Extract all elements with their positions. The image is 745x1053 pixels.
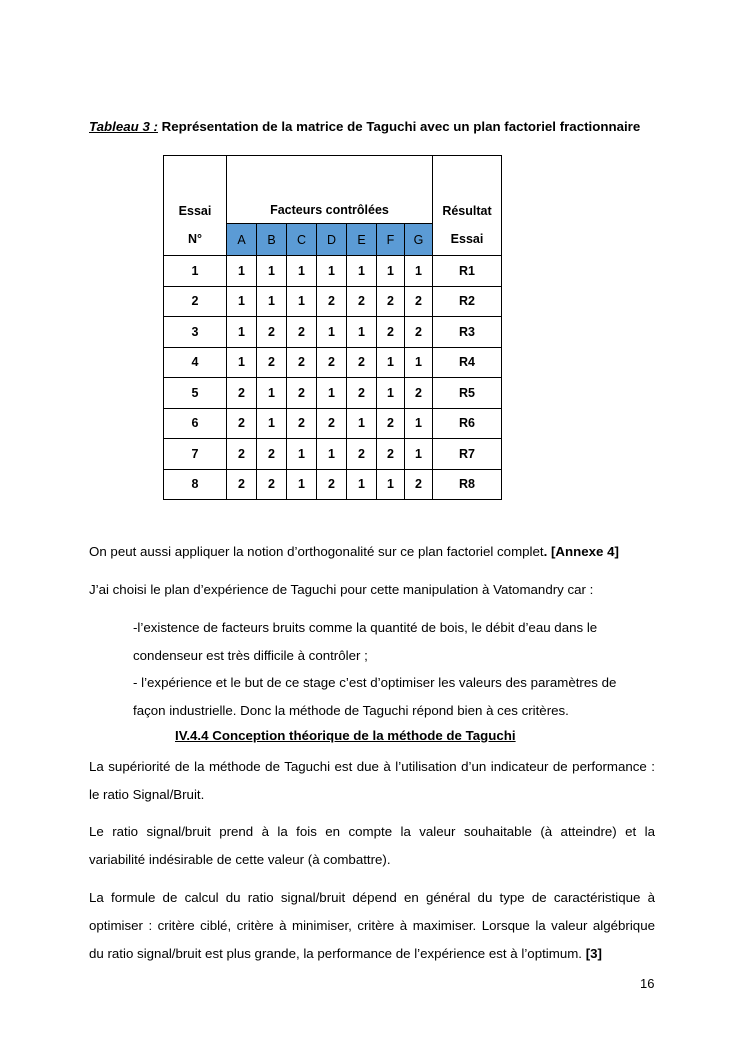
text-line: le ratio Signal/Bruit. (89, 787, 205, 802)
citation-reference: [3] (585, 946, 602, 961)
cell-value: 1 (257, 408, 287, 439)
row-result: R4 (433, 347, 502, 378)
cell-value: 1 (317, 439, 347, 470)
row-result: R8 (433, 469, 502, 500)
cell-value: 2 (317, 347, 347, 378)
paragraph-choice: J’ai choisi le plan d’expérience de Taguchi pour cette manipulation à Vatomandry car : (89, 582, 594, 597)
row-number: 1 (164, 256, 227, 287)
bullet-optimisation (133, 669, 655, 725)
bullet-line: - l’expérience et le but de ce stage c’est d’optimiser les valeurs des paramètres de (133, 675, 617, 690)
text-line: variabilité indésirable de cette valeur (à combattre). (89, 852, 391, 867)
cell-value: 2 (227, 408, 257, 439)
cell-value: 1 (287, 286, 317, 317)
paragraph-orthogonality (89, 538, 619, 566)
cell-value: 1 (347, 408, 377, 439)
table-row (164, 469, 502, 500)
cell-value: 1 (405, 256, 433, 287)
cell-value: 2 (227, 469, 257, 500)
cell-value: 2 (377, 286, 405, 317)
row-result: R1 (433, 256, 502, 287)
paragraph-ratio (89, 818, 655, 874)
cell-value: 2 (287, 408, 317, 439)
text-line (89, 940, 655, 968)
cell-value: 2 (347, 286, 377, 317)
row-number: 5 (164, 378, 227, 409)
cell-value: 2 (227, 378, 257, 409)
cell-value: 2 (377, 439, 405, 470)
cell-value: 2 (287, 347, 317, 378)
row-number: 3 (164, 317, 227, 348)
text-line: La supériorité de la méthode de Taguchi est due à l’utilisation d’un indicateur de performance : (89, 759, 655, 774)
table-row (164, 347, 502, 378)
row-result: R2 (433, 286, 502, 317)
cell-value: 1 (317, 256, 347, 287)
result-header-2: Essai (433, 224, 502, 256)
cell-value: 1 (227, 347, 257, 378)
table-row (164, 408, 502, 439)
result-header-1: Résultat (433, 156, 502, 224)
table-row (164, 286, 502, 317)
cell-value: 2 (317, 286, 347, 317)
bullet-line: condenseur est très difficile à contrôler ; (133, 648, 368, 663)
cell-value: 1 (405, 408, 433, 439)
cell-value: 1 (377, 378, 405, 409)
cell-value: 2 (347, 347, 377, 378)
cell-value: 1 (287, 256, 317, 287)
row-result: R3 (433, 317, 502, 348)
row-number: 7 (164, 439, 227, 470)
cell-value: 1 (405, 347, 433, 378)
table-row (164, 256, 502, 287)
table-row (164, 378, 502, 409)
page-number: 16 (640, 976, 655, 991)
cell-value: 2 (377, 408, 405, 439)
row-result: R7 (433, 439, 502, 470)
cell-value: 2 (257, 469, 287, 500)
caption-label: Tableau 3 : (89, 119, 158, 134)
cell-value: 1 (317, 378, 347, 409)
caption-title: Représentation de la matrice de Taguchi avec un plan factoriel fractionnaire (157, 119, 641, 134)
cell-value: 2 (405, 378, 433, 409)
table-row (164, 439, 502, 470)
factor-col-header: B (257, 224, 287, 256)
cell-value: 1 (405, 439, 433, 470)
cell-value: 1 (227, 317, 257, 348)
cell-value: 2 (257, 317, 287, 348)
paragraph-formula (89, 884, 655, 968)
cell-value: 1 (257, 256, 287, 287)
cell-value: 1 (257, 378, 287, 409)
cell-value: 2 (405, 317, 433, 348)
orthogonality-text: On peut aussi appliquer la notion d’orthogonalité sur ce plan factoriel complet (89, 544, 544, 559)
row-number: 8 (164, 469, 227, 500)
paragraph-superiority (89, 753, 655, 809)
cell-value: 1 (287, 469, 317, 500)
cell-value: 2 (347, 439, 377, 470)
cell-value: 2 (405, 286, 433, 317)
section-heading: IV.4.4 Conception théorique de la méthode de Taguchi (175, 728, 516, 743)
row-number: 6 (164, 408, 227, 439)
cell-value: 1 (377, 469, 405, 500)
essai-header: Essai (164, 156, 227, 224)
annexe-reference: . [Annexe 4] (543, 544, 619, 559)
factor-col-header: F (377, 224, 405, 256)
cell-value: 1 (317, 317, 347, 348)
cell-value: 2 (227, 439, 257, 470)
factors-header: Facteurs contrôlées (227, 156, 433, 224)
cell-value: 1 (227, 286, 257, 317)
row-result: R5 (433, 378, 502, 409)
cell-value: 1 (377, 347, 405, 378)
bullet-line: -l’existence de facteurs bruits comme la quantité de bois, le débit d’eau dans le (133, 620, 598, 635)
no-header: N° (164, 224, 227, 256)
taguchi-matrix-table (163, 155, 502, 500)
row-result: R6 (433, 408, 502, 439)
bullet-line: façon industrielle. Donc la méthode de Taguchi répond bien à ces critères. (133, 703, 569, 718)
table-caption (89, 119, 640, 134)
cell-value: 2 (377, 317, 405, 348)
text-line: Le ratio signal/bruit prend à la fois en compte la valeur souhaitable (à atteindre) et la (89, 824, 655, 839)
cell-value: 2 (257, 347, 287, 378)
cell-value: 2 (257, 439, 287, 470)
text-line: optimiser : critère ciblé, critère à minimiser, critère à maximiser. Lorsque la valeur algébrique (89, 918, 655, 933)
cell-value: 2 (287, 378, 317, 409)
bullet-noise-factors (133, 614, 655, 670)
row-number: 4 (164, 347, 227, 378)
formula-last-text: du ratio signal/bruit est plus grande, la performance de l’expérience est à l’optimum. (89, 946, 586, 961)
factor-col-header: A (227, 224, 257, 256)
text-line: La formule de calcul du ratio signal/bruit dépend en général du type de caractéristique à (89, 890, 655, 905)
cell-value: 1 (347, 256, 377, 287)
cell-value: 2 (287, 317, 317, 348)
cell-value: 1 (347, 317, 377, 348)
cell-value: 1 (347, 469, 377, 500)
factor-col-header: G (405, 224, 433, 256)
cell-value: 1 (257, 286, 287, 317)
cell-value: 1 (227, 256, 257, 287)
cell-value: 1 (287, 439, 317, 470)
cell-value: 2 (317, 408, 347, 439)
row-number: 2 (164, 286, 227, 317)
cell-value: 1 (377, 256, 405, 287)
cell-value: 2 (405, 469, 433, 500)
cell-value: 2 (347, 378, 377, 409)
table-row (164, 317, 502, 348)
cell-value: 2 (317, 469, 347, 500)
factor-col-header: C (287, 224, 317, 256)
factor-col-header: E (347, 224, 377, 256)
factor-col-header: D (317, 224, 347, 256)
